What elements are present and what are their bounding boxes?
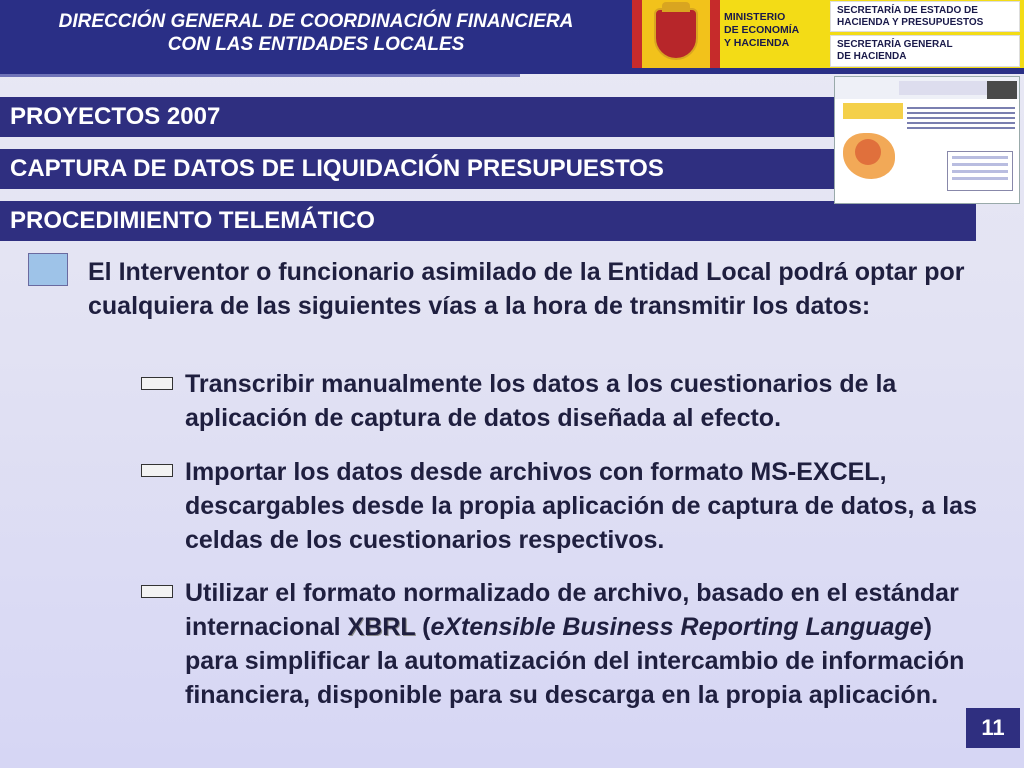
sub-bullet-3: [141, 585, 173, 598]
option-excel-import: Importar los datos desde archivos con formato MS-EXCEL, descargables desde la propia aplicación de captura de datos, a las celdas de los cuestionarios respectivos.: [185, 458, 977, 554]
page-number: 11: [966, 708, 1020, 748]
xbrl-acronym: XBRL: [347, 613, 416, 641]
coat-of-arms-logo: [632, 0, 720, 68]
main-bullet-square: [28, 253, 68, 286]
application-screenshot-thumbnail: [834, 76, 1020, 204]
option-manual-transcription: Transcribir manualmente los datos a los cuestionarios de la aplicación de captura de datos diseñada al efecto.: [185, 370, 897, 432]
section-bar-capture: CAPTURA DE DATOS DE LIQUIDACIÓN PRESUPUESTOS: [0, 149, 834, 189]
header-title-line2: CON LAS ENTIDADES LOCALES: [167, 34, 465, 55]
secretaria1-line2: HACIENDA Y PRESUPUESTOS: [837, 17, 984, 28]
option-xbrl-format: [185, 576, 985, 712]
secretaria1-line1: SECRETARÍA DE ESTADO DE: [837, 5, 978, 16]
xbrl-expansion: eXtensible Business Reporting Language: [430, 613, 924, 641]
header-title-line1: DIRECCIÓN GENERAL DE COORDINACIÓN FINANCIERA: [58, 11, 574, 32]
xbrl-text-part3: ) para simplificar la automatización del intercambio de información financiera, disponible para su descarga en la propia aplicación.: [185, 613, 965, 709]
sub-bullet-2: [141, 464, 173, 477]
ministry-logo: [720, 0, 826, 68]
secretaria-general-box: [830, 35, 1020, 67]
ministry-line2: DE ECONOMÍA: [724, 24, 800, 36]
secretaria2-line1: SECRETARÍA GENERAL: [837, 39, 953, 50]
header-title: [0, 0, 632, 68]
section-bar-procedure: PROCEDIMIENTO TELEMÁTICO: [0, 201, 976, 241]
main-paragraph: El Interventor o funcionario asimilado de la Entidad Local podrá optar por cualquiera de las siguientes vías a la hora de transmitir los datos:: [88, 258, 965, 320]
header-rule-secondary: [0, 74, 520, 77]
xbrl-text-part2: (: [415, 613, 431, 641]
ministry-line3: Y HACIENDA: [724, 37, 790, 49]
secretaria-estado-box: [830, 1, 1020, 32]
secretariats-panel: [826, 0, 1024, 68]
xbrl-text-part1: Utilizar el formato normalizado de archivo, basado en el estándar internacional: [185, 579, 959, 641]
ministry-line1: MINISTERIO: [724, 11, 786, 23]
section-bar-projects: PROYECTOS 2007: [0, 97, 834, 137]
secretaria2-line2: DE HACIENDA: [837, 51, 907, 62]
sub-bullet-1: [141, 377, 173, 390]
